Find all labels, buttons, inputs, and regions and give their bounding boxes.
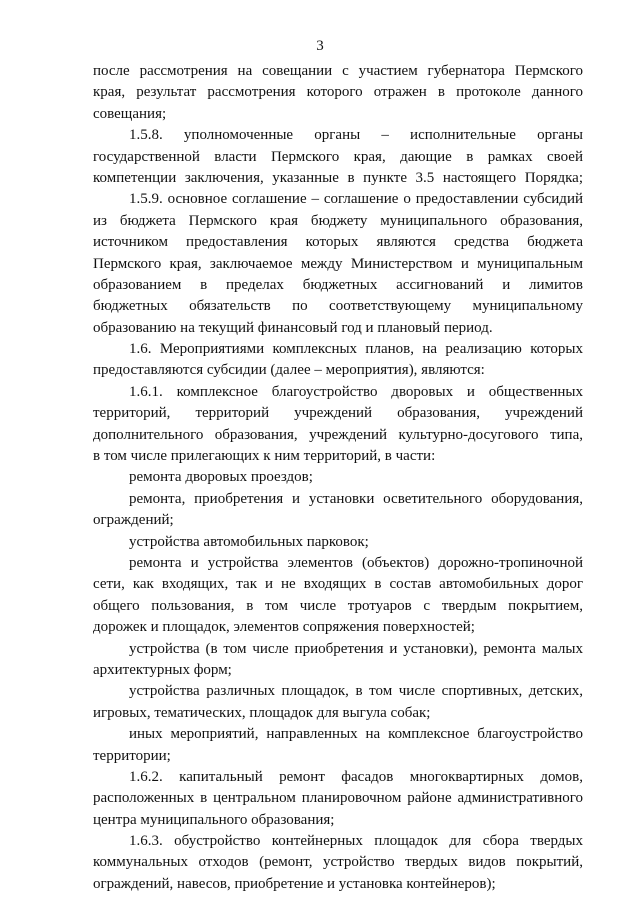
text-line: Пермского края, заключаемое между Министерством и муниципальным [93,255,583,272]
text-line: образованием в пределах бюджетных ассигнований и лимитов [93,276,583,293]
text-line: игровых, тематических, площадок для выгула собак; [93,704,431,721]
text-line: дополнительного образования, учреждений культурно-досугового типа, [93,426,583,443]
text-line: территории; [93,747,171,764]
text-line: коммунальных отходов (ремонт, устройство твердых видов покрытий, [93,854,583,871]
text-line: устройства различных площадок, в том числе спортивных, детских, [129,683,583,700]
text-line: в том числе прилегающих к ним территорий, в части: [93,448,436,465]
text-line: после рассмотрения на совещании с участием губернатора Пермского [93,63,583,79]
text-line: расположенных в центральном планировочном районе административного [93,790,583,807]
text-line: совещания; [93,105,167,122]
text-line: 1.5.9. основное соглашение – соглашение о предоставлении субсидий [129,191,583,208]
text-line: компетенции заключения, указанные в пункте 3.5 настоящего Порядка; [93,169,583,186]
text-line: 1.6.3. обустройство контейнерных площадок для сбора твердых [129,833,583,850]
text-line: предоставляются субсидии (далее – мероприятия), являются: [93,362,485,379]
text-line: центра муниципального образования; [93,811,335,828]
text-line: государственной власти Пермского края, дающие в рамках своей [93,148,583,165]
text-line: 1.5.8. уполномоченные органы – исполнительные органы [129,127,583,144]
text-line: источником предоставления которых являются средства бюджета [93,234,583,251]
text-line: края, результат рассмотрения которого отражен в протоколе данного [93,84,583,101]
text-line: 1.6. Мероприятиями комплексных планов, на реализацию которых [129,341,583,358]
text-line: из бюджета Пермского края бюджету муниципального образования, [93,212,583,229]
document-body [93,61,583,895]
text-line: 1.6.1. комплексное благоустройство дворовых и общественных [129,383,583,400]
text-line: ремонта дворовых проездов; [129,469,313,486]
text-line: иных мероприятий, направленных на комплексное благоустройство [129,726,583,743]
text-line: архитектурных форм; [93,661,232,678]
text-line: бюджетных обязательств по соответствующему муниципальному [93,298,583,315]
text-line: образованию на текущий финансовый год и плановый период. [93,319,493,336]
text-line: ограждений; [93,512,174,529]
text-line: дорожек и площадок, элементов сопряжения поверхностей; [93,619,475,636]
text-line: устройства автомобильных парковок; [129,533,369,550]
page-number: 3 [316,38,324,54]
text-line: сети, как входящих, так и не входящих в состав автомобильных дорог [93,576,583,593]
text-line: устройства (в том числе приобретения и установки), ремонта малых [129,640,583,657]
text-line: общего пользования, в том числе тротуаров с твердым покрытием, [93,597,583,614]
text-line: ремонта, приобретения и установки осветительного оборудования, [129,490,583,507]
text-line: 1.6.2. капитальный ремонт фасадов многоквартирных домов, [129,768,583,785]
text-line: ограждений, навесов, приобретение и установка контейнеров); [93,875,496,892]
text-line: территорий, территорий учреждений образования, учреждений [93,405,583,422]
text-line: ремонта и устройства элементов (объектов) дорожно-тропиночной [129,554,583,571]
